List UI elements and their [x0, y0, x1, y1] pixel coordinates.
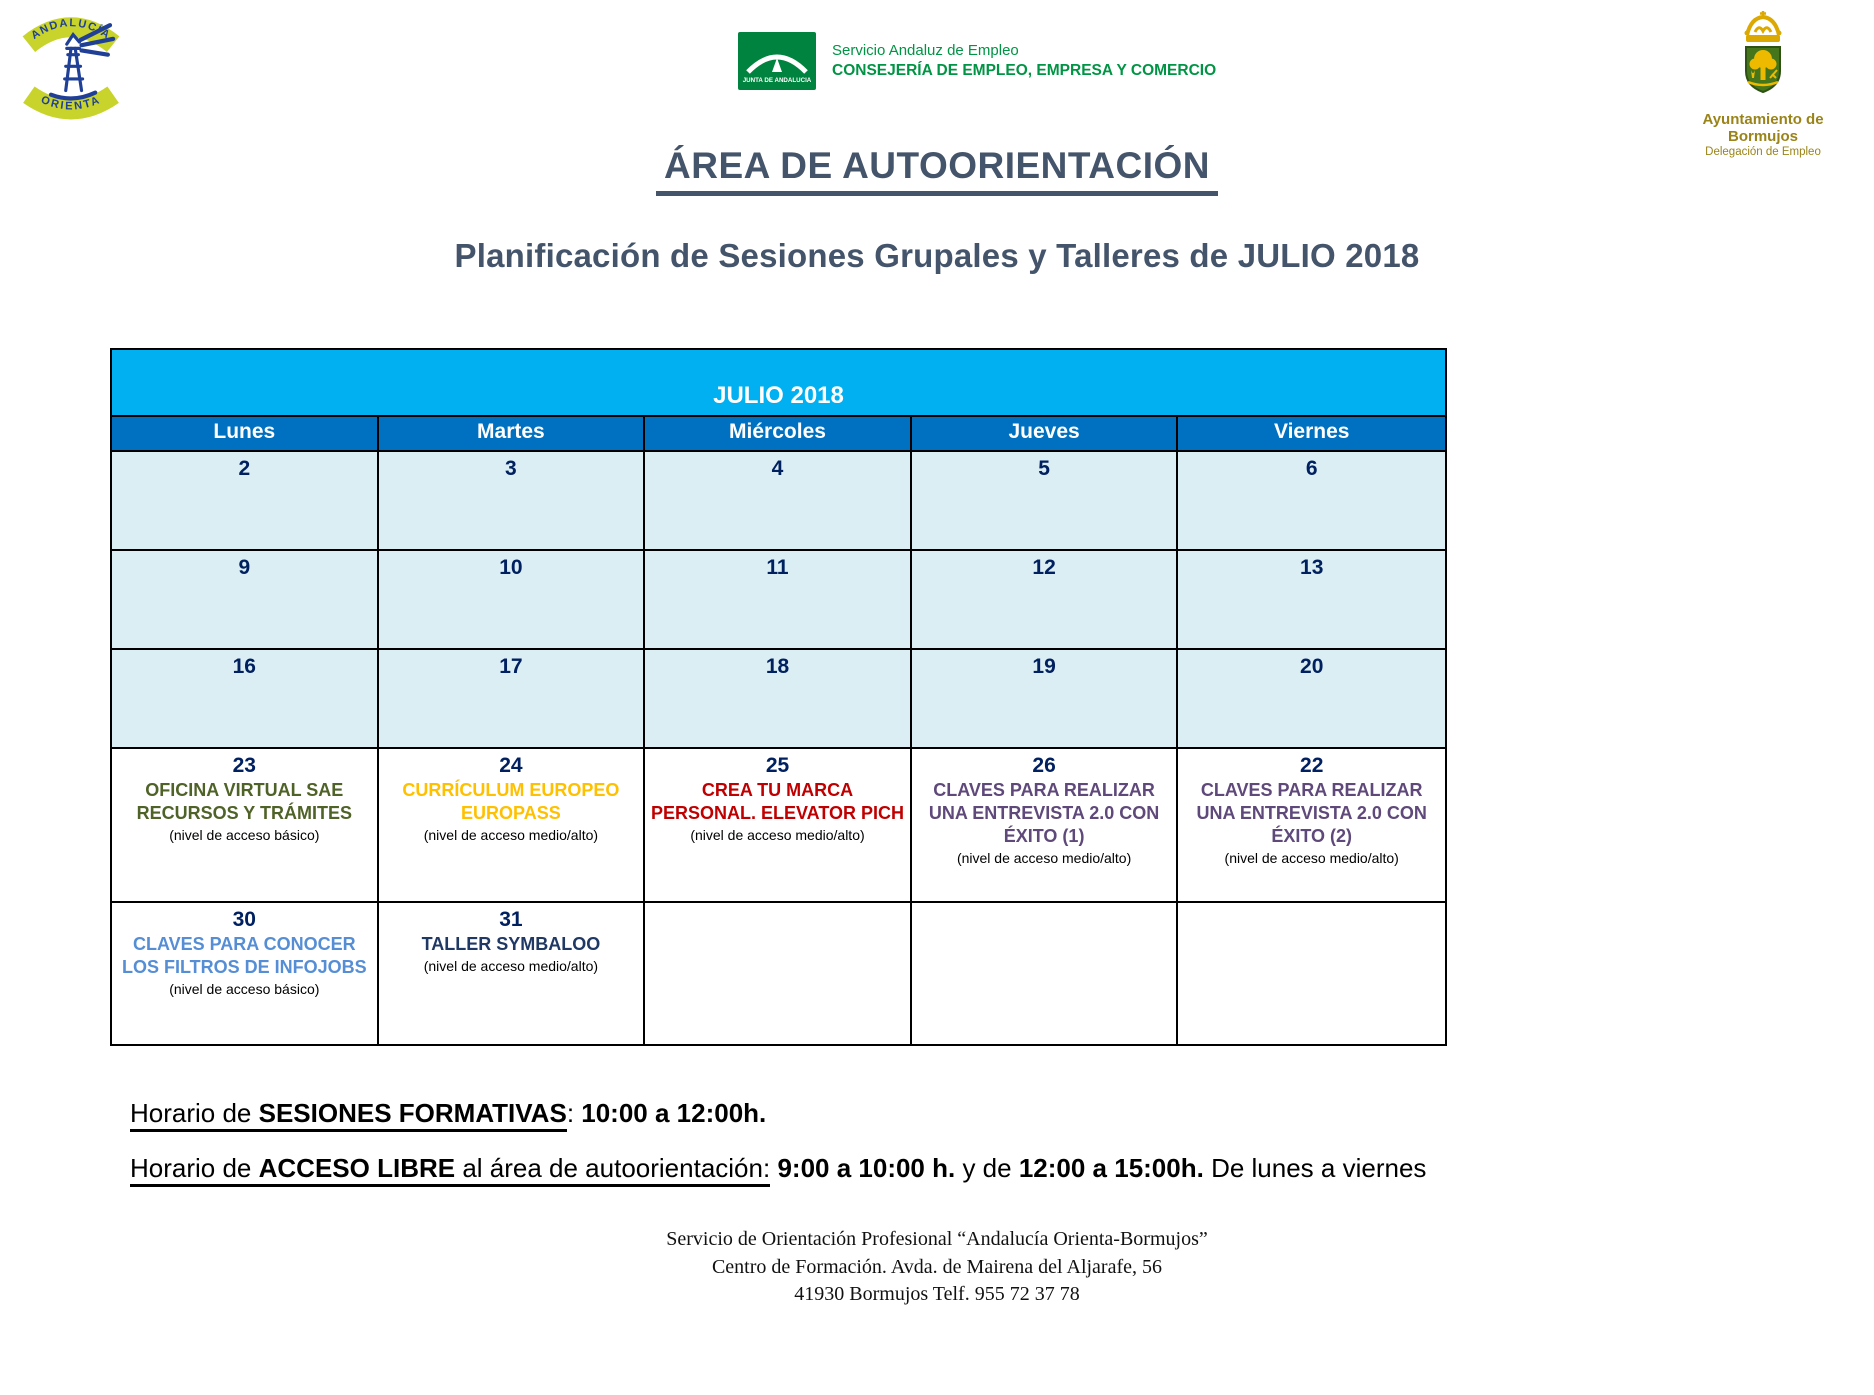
calendar-cell: [645, 452, 912, 549]
andalucia-orienta-logo: [16, 2, 126, 120]
calendar-cell: [112, 551, 379, 648]
page-title: ÁREA DE AUTOORIENTACIÓN: [0, 145, 1874, 196]
day-number: 13: [1300, 556, 1324, 579]
lighthouse-icon: [16, 2, 126, 120]
calendar-week-row: [112, 903, 1445, 1044]
day-header-miercoles: Miércoles: [645, 417, 912, 450]
event-note: (nivel de acceso básico): [169, 827, 320, 844]
calendar-cell: [645, 551, 912, 648]
banner-top-text: ANDALUCÍA: [29, 17, 113, 42]
calendar-cell: [645, 903, 912, 1044]
bormujos-name: Ayuntamiento de Bormujos: [1702, 111, 1824, 145]
schedule-text-segment: Horario de: [130, 1098, 259, 1132]
event-note: (nivel de acceso medio/alto): [690, 827, 865, 844]
crown-icon: [1745, 11, 1782, 42]
schedule-text-segment: De lunes a viernes: [1203, 1153, 1427, 1184]
calendar-cell: [1178, 903, 1445, 1044]
event-note: (nivel de acceso medio/alto): [423, 827, 599, 844]
event-note: (nivel de acceso básico): [169, 981, 320, 998]
calendar-cell: [379, 551, 646, 648]
day-header-viernes: Viernes: [1273, 420, 1350, 443]
calendar-cell: [912, 452, 1179, 549]
calendar-cell: [912, 650, 1179, 747]
event-title: TALLER SYMBALOO: [421, 934, 601, 955]
day-number: 6: [1305, 457, 1318, 480]
day-header-lunes: Lunes: [112, 417, 379, 450]
day-number: 17: [499, 655, 523, 678]
day-number: 4: [771, 457, 784, 480]
footer-address-line: Centro de Formación. Avda. de Mairena del Aljarafe, 56: [711, 1255, 1163, 1278]
schedule-text-segment: 10:00 a 12:00h.: [581, 1098, 767, 1128]
junta-text-block: [832, 42, 1216, 80]
calendar-cell: [912, 551, 1179, 648]
day-header-jueves: Jueves: [912, 417, 1179, 450]
event-note: (nivel de acceso medio/alto): [423, 958, 599, 975]
calendar-day-header-row: [112, 417, 1445, 452]
day-header-martes: Martes: [379, 417, 646, 450]
event-title: OFICINA VIRTUAL SAE RECURSOS Y TRÁMITES: [136, 780, 352, 824]
day-number: 22: [1300, 754, 1324, 777]
day-number: 12: [1032, 556, 1056, 579]
day-number: 19: [1032, 655, 1056, 678]
bormujos-logo: [1678, 4, 1848, 158]
calendar-table: [110, 348, 1447, 1046]
calendar-cell: [379, 650, 646, 747]
schedule-text-segment: 9:00 a 10:00 h.: [777, 1153, 956, 1184]
schedule-text-segment: SESIONES FORMATIVAS: [259, 1098, 567, 1132]
event-title: CLAVES PARA REALIZAR UNA ENTREVISTA 2.0 CON ÉXITO (1): [928, 780, 1160, 847]
day-number: 10: [499, 556, 523, 579]
calendar-cell: [912, 749, 1179, 901]
calendar-cell: [1178, 650, 1445, 747]
calendar-cell: [112, 749, 379, 901]
calendar-week-row: [112, 749, 1445, 903]
day-number: 30: [232, 908, 256, 931]
event-title: CLAVES PARA REALIZAR UNA ENTREVISTA 2.0 CON ÉXITO (2): [1196, 780, 1427, 847]
day-number: 31: [499, 908, 523, 931]
junta-service-line: Servicio Andaluz de Empleo: [832, 41, 1019, 59]
day-number: 16: [232, 655, 256, 678]
page-subtitle: Planificación de Sesiones Grupales y Talleres de JULIO 2018: [454, 237, 1420, 275]
calendar-cell: [112, 903, 379, 1044]
day-number: 3: [505, 457, 517, 480]
calendar-cell: [645, 650, 912, 747]
day-number: 2: [238, 457, 251, 480]
calendar-cell: [912, 903, 1179, 1044]
schedule-lines: [130, 1096, 1426, 1206]
calendar-cell: [1178, 452, 1445, 549]
footer: [0, 1226, 1874, 1309]
calendar-cell: [379, 452, 646, 549]
day-number: 9: [238, 556, 251, 579]
schedule-text-segment: y de: [955, 1153, 1019, 1184]
day-number: 25: [765, 754, 790, 777]
schedule-line: [130, 1096, 1426, 1131]
schedule-text-segment: 12:00 a 15:00h.: [1018, 1153, 1204, 1184]
day-number: 5: [1038, 457, 1050, 480]
schedule-text-segment: al área de autoorientación:: [455, 1153, 770, 1187]
shield-icon: [1746, 47, 1780, 92]
event-note: (nivel de acceso medio/alto): [956, 850, 1132, 867]
calendar-week-row: [112, 551, 1445, 650]
calendar-cell: [112, 650, 379, 747]
schedule-text-segment: :: [566, 1098, 582, 1128]
calendar-week-row: [112, 650, 1445, 749]
banner-bottom-text: ORIENTA: [39, 93, 103, 113]
event-title: CURRÍCULUM EUROPEO EUROPASS: [402, 780, 620, 824]
junta-de-andalucia-logo: [738, 32, 1216, 90]
day-number: 24: [499, 754, 523, 777]
schedule-text-segment: Horario de: [130, 1153, 259, 1187]
event-title: CREA TU MARCA PERSONAL. ELEVATOR PICH: [650, 780, 904, 824]
schedule-line: [130, 1151, 1426, 1186]
calendar-cell: [379, 749, 646, 901]
bormujos-delegation: Delegación de Empleo: [1705, 146, 1821, 158]
junta-emblem-caption: JUNTA DE ANDALUCIA: [742, 77, 812, 84]
day-number: 26: [1032, 754, 1056, 777]
day-number: 23: [232, 754, 256, 777]
calendar-cell: [112, 452, 379, 549]
calendar-cell: [379, 903, 646, 1044]
schedule-text-segment: ACCESO LIBRE: [259, 1153, 455, 1187]
event-note: (nivel de acceso medio/alto): [1224, 850, 1399, 867]
event-title: CLAVES PARA CONOCER LOS FILTROS DE INFOJOBS: [121, 934, 367, 978]
footer-phone-line: 41930 Bormujos Telf. 955 72 37 78: [794, 1283, 1080, 1306]
day-number: 11: [766, 556, 789, 579]
junta-emblem-icon: [738, 32, 816, 90]
day-number: 20: [1300, 655, 1324, 678]
junta-consejeria-line: CONSEJERÍA DE EMPLEO, EMPRESA Y COMERCIO: [832, 61, 1217, 79]
calendar-cell: [645, 749, 912, 901]
calendar-month-title: JULIO 2018: [112, 350, 1445, 417]
footer-service-line: Servicio de Orientación Profesional “Andalucía Orienta-Bormujos”: [666, 1228, 1208, 1250]
calendar-weeks: [112, 452, 1445, 1044]
calendar-week-row: [112, 452, 1445, 551]
bormujos-coat-of-arms: [1720, 4, 1806, 104]
calendar-cell: [1178, 749, 1445, 901]
calendar-cell: [1178, 551, 1445, 648]
day-number: 18: [765, 655, 790, 678]
